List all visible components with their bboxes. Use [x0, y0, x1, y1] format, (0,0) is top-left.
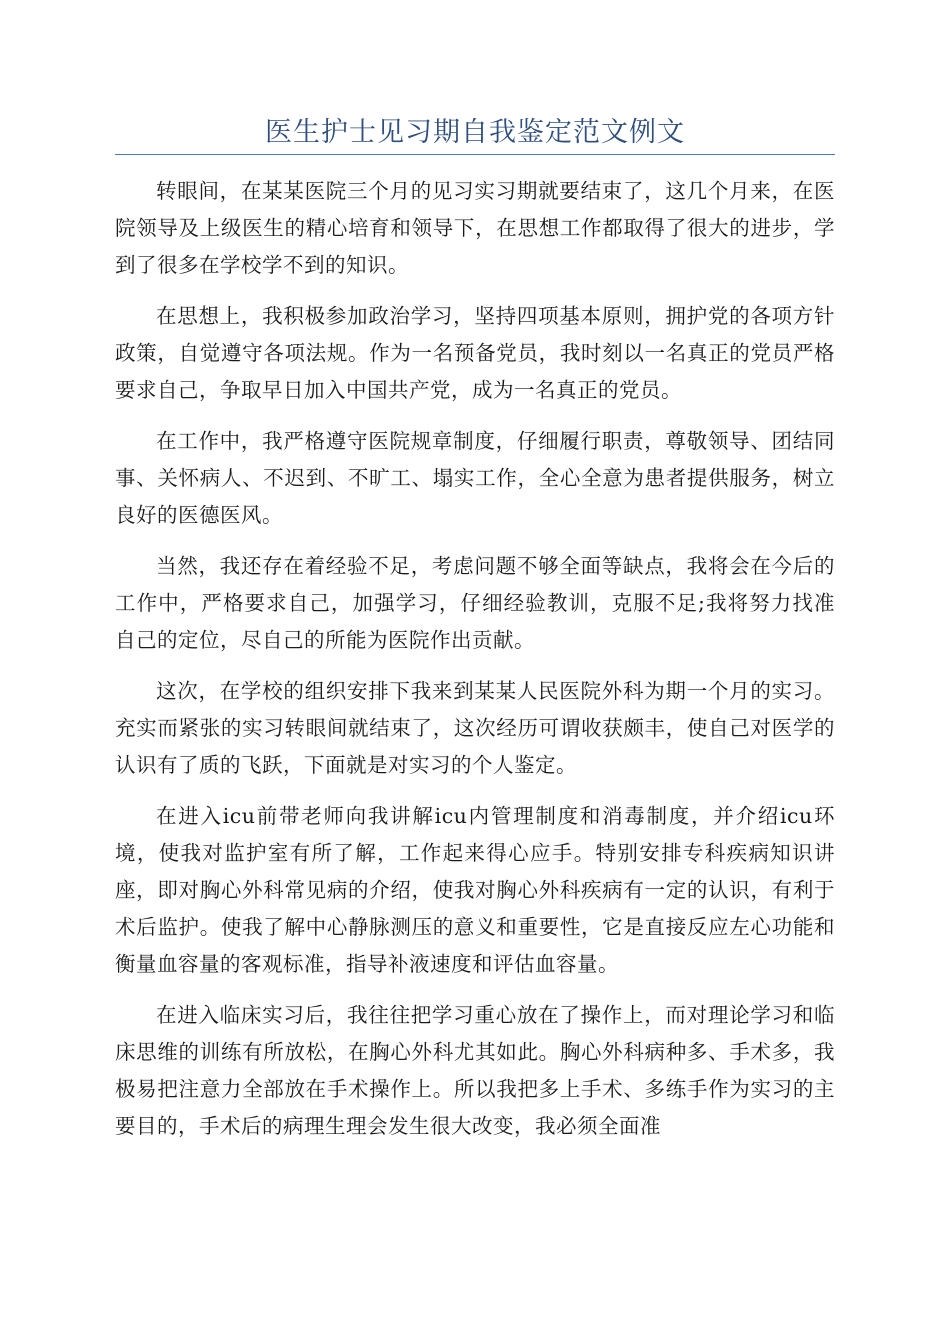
- paragraph-3: 在工作中，我严格遵守医院规章制度，仔细履行职责，尊敬领导、团结同事、关怀病人、不迟到、不旷工、塌实工作，全心全意为患者提供服务，树立良好的医德医风。: [115, 429, 835, 527]
- document-body: [115, 173, 835, 1159]
- paragraph-4: 当然，我还存在着经验不足，考虑问题不够全面等缺点，我将会在今后的工作中，严格要求自己，加强学习，仔细经验教训，克服不足;我将努力找准自己的定位，尽自己的所能为医院作出贡献。: [115, 554, 835, 652]
- page-title: 医生护士见习期自我鉴定范文例文: [265, 117, 685, 148]
- paragraph-6: 在进入icu前带老师向我讲解icu内管理制度和消毒制度，并介绍icu环境，使我对监护室有所了解，工作起来得心应手。特别安排专科疾病知识讲座，即对胸心外科常见病的介绍，使我对胸心外科疾病有一定的认识，有利于术后监护。使我了解中心静脉测压的意义和重要性，它是直接反应左心功能和衡量血容量的客观标准，指导补液速度和评估血容量。: [115, 804, 835, 976]
- title-underline: [115, 154, 835, 155]
- paragraph-2: 在思想上，我积极参加政治学习，坚持四项基本原则，拥护党的各项方针政策，自觉遵守各项法规。作为一名预备党员，我时刻以一名真正的党员严格要求自己，争取早日加入中国共产党，成为一名真正的党员。: [115, 304, 835, 402]
- paragraph-7: 在进入临床实习后，我往往把学习重心放在了操作上，而对理论学习和临床思维的训练有所放松，在胸心外科尤其如此。胸心外科病种多、手术多，我极易把注意力全部放在手术操作上。所以我把多上手术、多练手作为实习的主要目的，手术后的病理生理会发生很大改变，我必须全面准: [115, 1003, 835, 1138]
- paragraph-1: 转眼间，在某某医院三个月的见习实习期就要结束了，这几个月来，在医院领导及上级医生的精心培育和领导下，在思想工作都取得了很大的进步，学到了很多在学校学不到的知识。: [115, 179, 835, 277]
- paragraph-5: 这次，在学校的组织安排下我来到某某人民医院外科为期一个月的实习。充实而紧张的实习转眼间就结束了，这次经历可谓收获颇丰，使自己对医学的认识有了质的飞跃，下面就是对实习的个人鉴定。: [115, 679, 835, 777]
